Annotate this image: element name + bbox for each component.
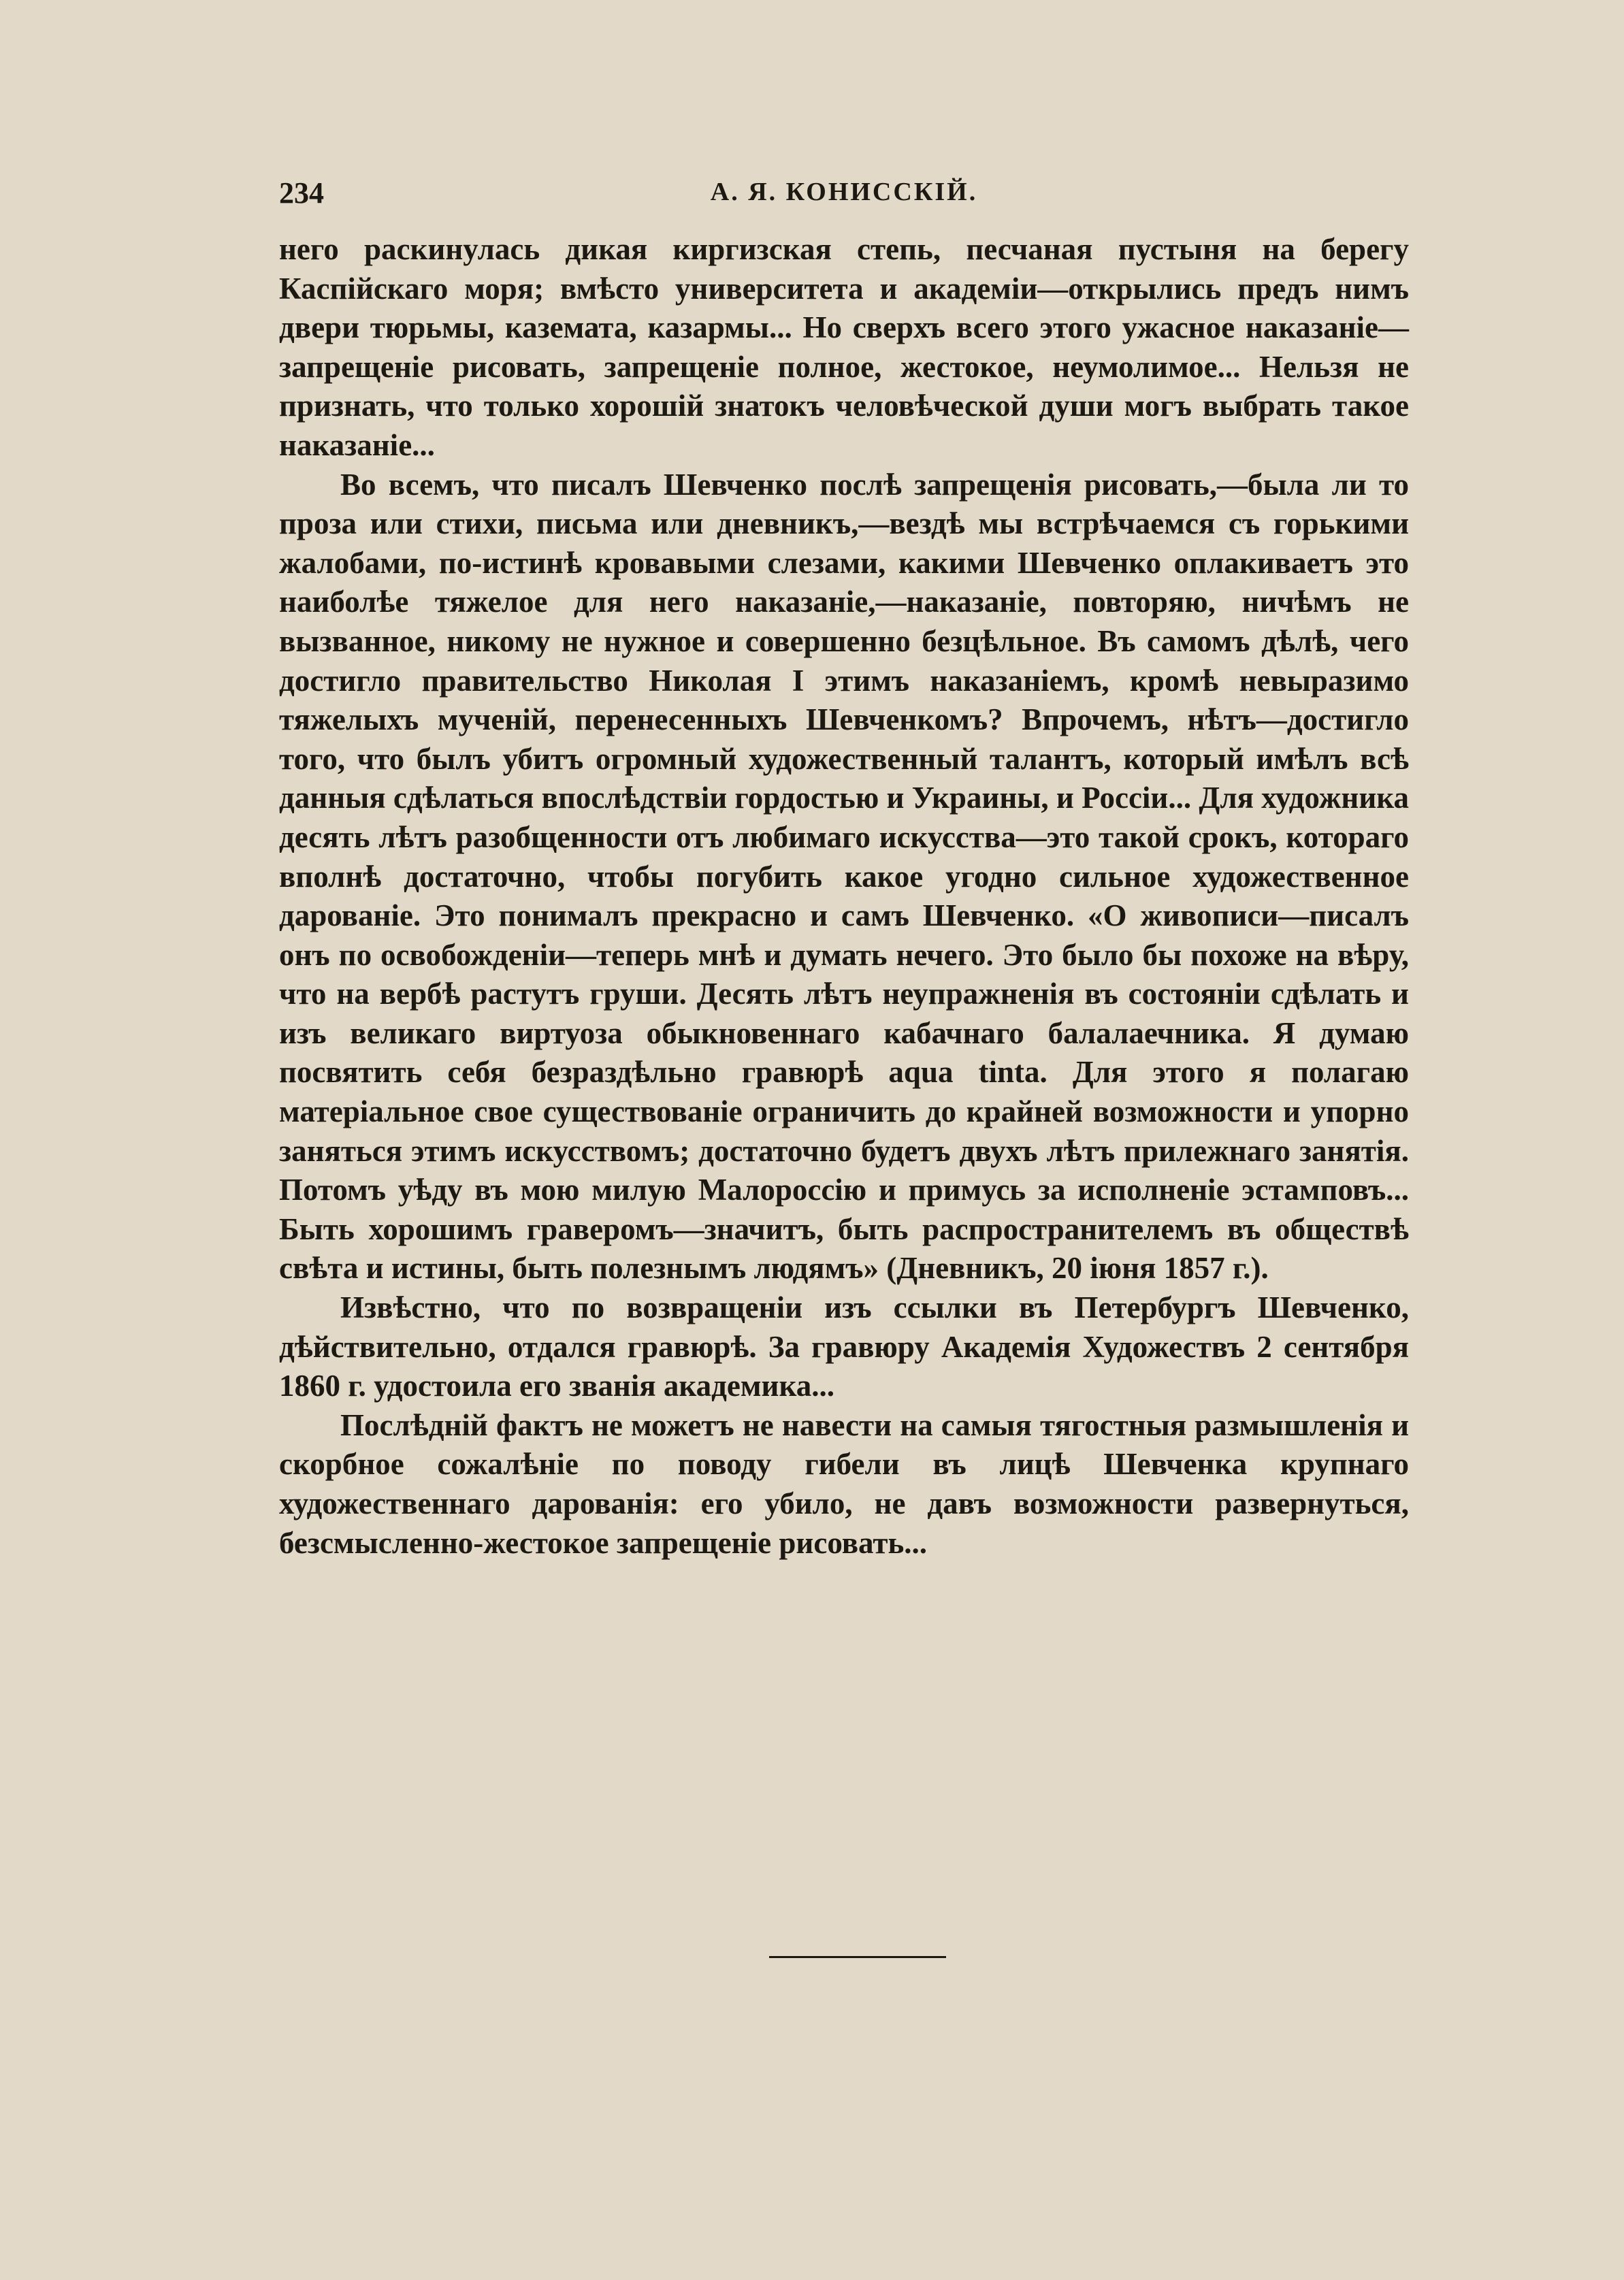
running-head: А. Я. КОНИССКІЙ.: [710, 178, 978, 206]
book-page: [279, 176, 1409, 1563]
paragraph-continued: него раскинулась дикая киргизская степь, песчаная пустыня на берегу Каспійскаго моря; вмѣсто университета и академіи—открылись предъ нимъ двери тюрьмы, каземата, казармы... Но сверхъ всего этого ужасное наказаніе—запрещеніе рисовать, запрещеніе полное, жестокое, неумолимое... Нельзя не признать, что только хорошій знатокъ человѣческой души могъ выбрать такое наказаніе...: [279, 232, 1409, 462]
paragraph: Извѣстно, что по возвращеніи изъ ссылки въ Петербургъ Шевченко, дѣйствительно, отдался гравюрѣ. За гравюру Академія Художествъ 2 сентября 1860 г. удостоила его званія академика...: [279, 1290, 1409, 1403]
paragraph: Во всемъ, что писалъ Шевченко послѣ запрещенія рисовать,—была ли то проза или стихи, письма или дневникъ,—вездѣ мы встрѣчаемся съ горькими жалобами, по-истинѣ кровавыми слезами, какими Шевченко оплакиваетъ это наиболѣе тяжелое для него наказаніе,—наказаніе, повторяю, ничѣмъ не вызванное, никому не нужное и совершенно безцѣльное. Въ самомъ дѣлѣ, чего достигло правительство Николая I этимъ наказаніемъ, кромѣ невыразимо тяжелыхъ мученій, перенесенныхъ Шевченкомъ? Впрочемъ, нѣтъ—достигло того, что былъ убитъ огромный художественный талантъ, который имѣлъ всѣ данныя сдѣлаться впослѣдствіи гордостью и Украины, и Россіи... Для художника десять лѣтъ разобщенности отъ любимаго искусства—это такой срокъ, котораго вполнѣ достаточно, чтобы погубить какое угодно сильное художественное дарованіе. Это понималъ прекрасно и самъ Шевченко. «О живописи—писалъ онъ по освобожденіи—теперь мнѣ и думать нечего. Это было бы похоже на вѣру, что на вербѣ растутъ груши. Десять лѣтъ неупражненія въ состояніи сдѣлать и изъ великаго виртуоза обыкновеннаго кабачнаго балалаечника. Я думаю посвятить себя безраздѣльно гравюрѣ aqua tinta. Для этого я полагаю матеріальное свое существованіе ограничить до крайней возможности и упорно заняться этимъ искусствомъ; достаточно будетъ двухъ лѣтъ прилежнаго занятія. Потомъ уѣду въ мою милую Малороссію и примусь за исполненіе эстамповъ... Быть хорошимъ граверомъ—значитъ, быть распространителемъ въ обществѣ свѣта и истины, быть полезнымъ людямъ» (Дневникъ, 20 іюня 1857 г.).: [279, 467, 1409, 1286]
body-text: [279, 230, 1409, 1563]
page-header: [279, 176, 1409, 216]
section-end-rule: [769, 1956, 946, 1958]
paragraph: Послѣдній фактъ не можетъ не навести на самыя тягостныя размышленія и скорбное сожалѣніе по поводу гибели въ лицѣ Шевченка крупнаго художественнаго дарованія: его убило, не давъ возможности развернуться, безсмысленно-жестокое запрещеніе рисовать...: [279, 1407, 1409, 1560]
page-number: 234: [279, 176, 324, 210]
